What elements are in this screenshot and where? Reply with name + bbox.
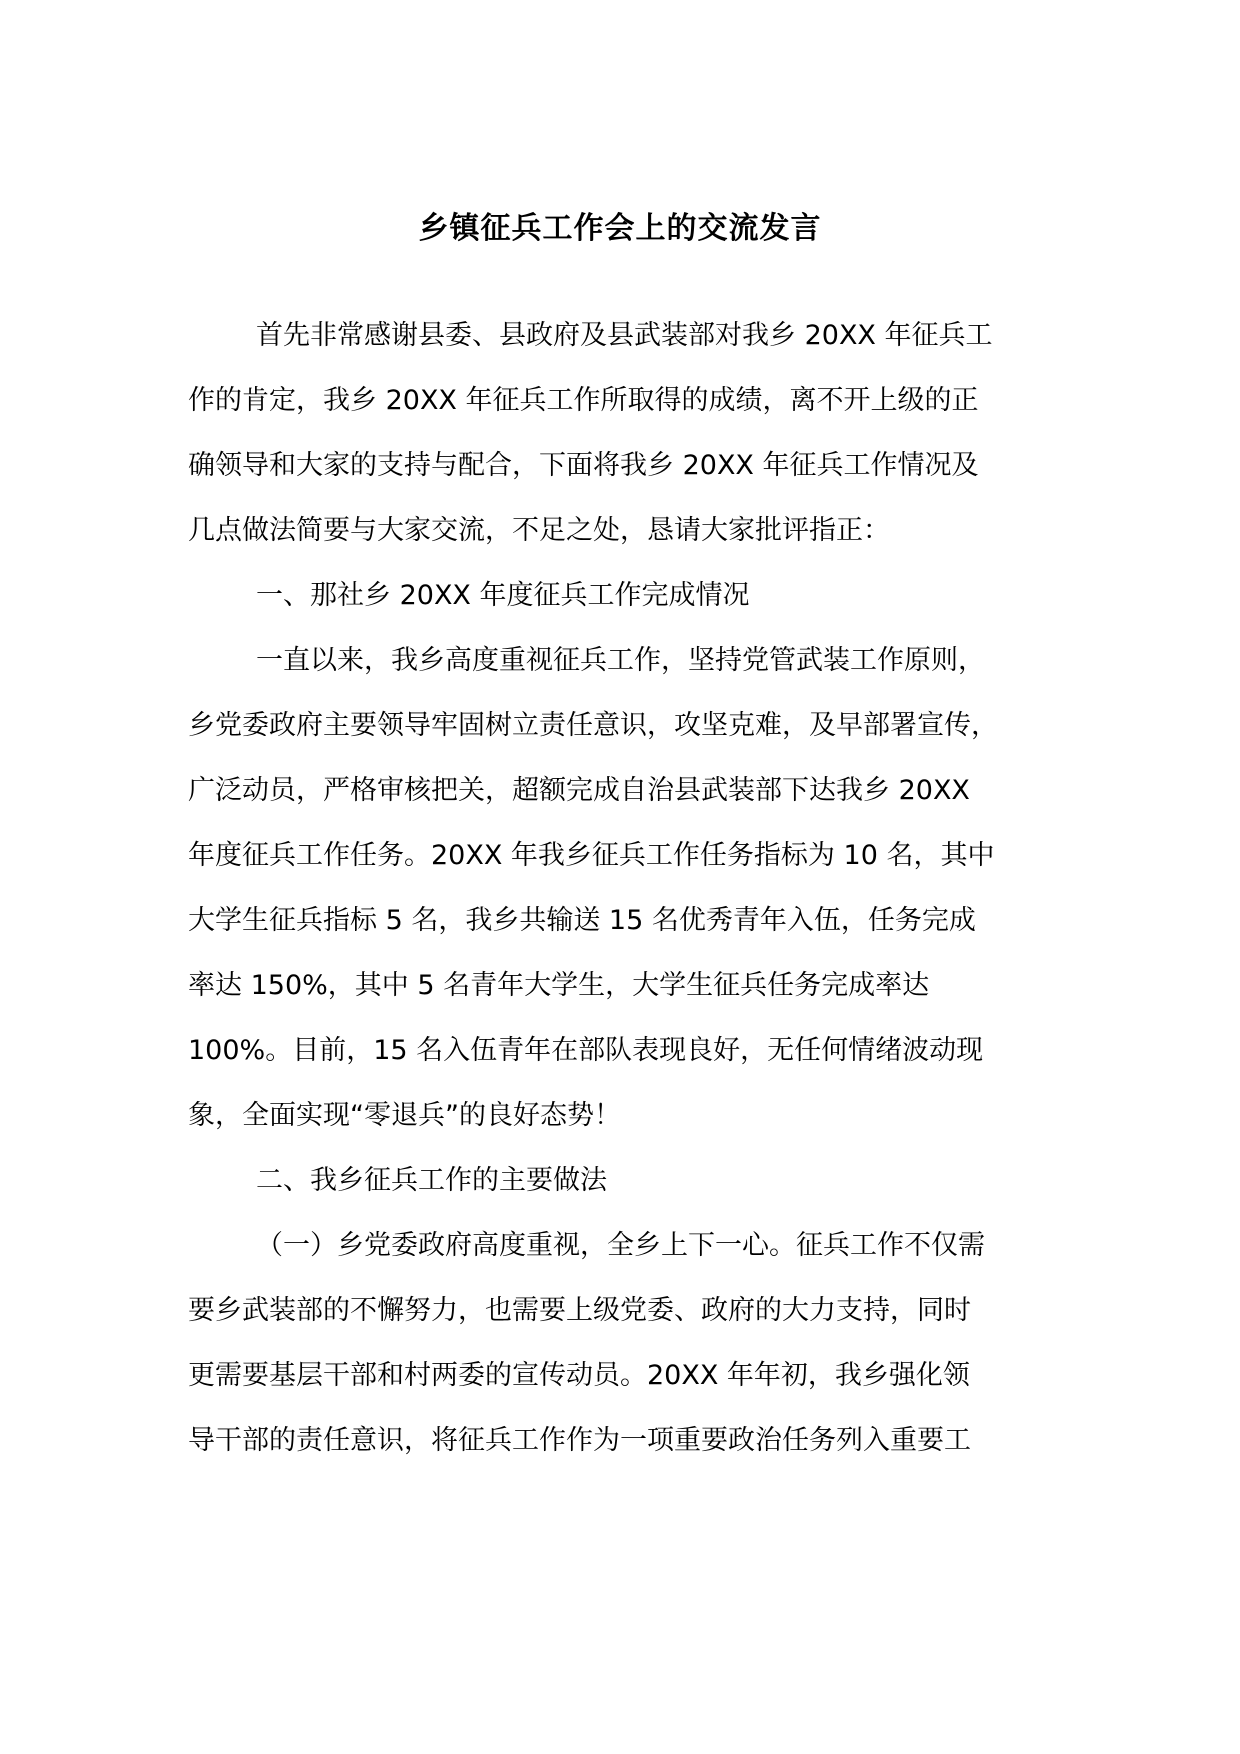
paragraph-1-line-3: 确领导和大家的支持与配合，下面将我乡 20XX 年征兵工作情况及	[188, 450, 979, 481]
paragraph-1-line-4: 几点做法简要与大家交流，不足之处，恳请大家批评指正：	[188, 515, 890, 546]
paragraph-2-line-4: 年度征兵工作任务。20XX 年我乡征兵工作任务指标为 10 名，其中	[188, 840, 995, 871]
section-heading-2: 二、我乡征兵工作的主要做法	[256, 1165, 607, 1196]
paragraph-2-line-6: 率达 150%，其中 5 名青年大学生，大学生征兵任务完成率达	[188, 970, 930, 1001]
section-heading-1: 一、那社乡 20XX 年度征兵工作完成情况	[256, 580, 750, 611]
paragraph-1-line-1: 首先非常感谢县委、县政府及县武装部对我乡 20XX 年征兵工	[256, 320, 993, 351]
paragraph-2-line-2: 乡党委政府主要领导牢固树立责任意识，攻坚克难，及早部署宣传，	[188, 710, 998, 741]
paragraph-1-line-2: 作的肯定，我乡 20XX 年征兵工作所取得的成绩，离不开上级的正	[188, 385, 979, 416]
paragraph-2-line-5: 大学生征兵指标 5 名，我乡共输送 15 名优秀青年入伍，任务完成	[188, 905, 976, 936]
paragraph-2-line-3: 广泛动员，严格审核把关，超额完成自治县武装部下达我乡 20XX	[188, 775, 970, 806]
document-body	[188, 303, 1052, 1473]
paragraph-3-line-2: 要乡武装部的不懈努力，也需要上级党委、政府的大力支持，同时	[188, 1295, 971, 1326]
document-title: 乡镇征兵工作会上的交流发言	[418, 211, 822, 246]
paragraph-2-line-8: 象，全面实现“零退兵”的良好态势！	[188, 1100, 621, 1131]
paragraph-3-line-4: 导干部的责任意识，将征兵工作作为一项重要政治任务列入重要工	[188, 1425, 971, 1456]
paragraph-2-line-1: 一直以来，我乡高度重视征兵工作，坚持党管武装工作原则，	[256, 645, 985, 676]
paragraph-3-line-3: 更需要基层干部和村两委的宣传动员。20XX 年年初，我乡强化领	[188, 1360, 970, 1391]
paragraph-3-line-1: （一）乡党委政府高度重视，全乡上下一心。征兵工作不仅需	[256, 1230, 985, 1261]
paragraph-2-line-7: 100%。目前，15 名入伍青年在部队表现良好，无任何情绪波动现	[188, 1035, 984, 1066]
